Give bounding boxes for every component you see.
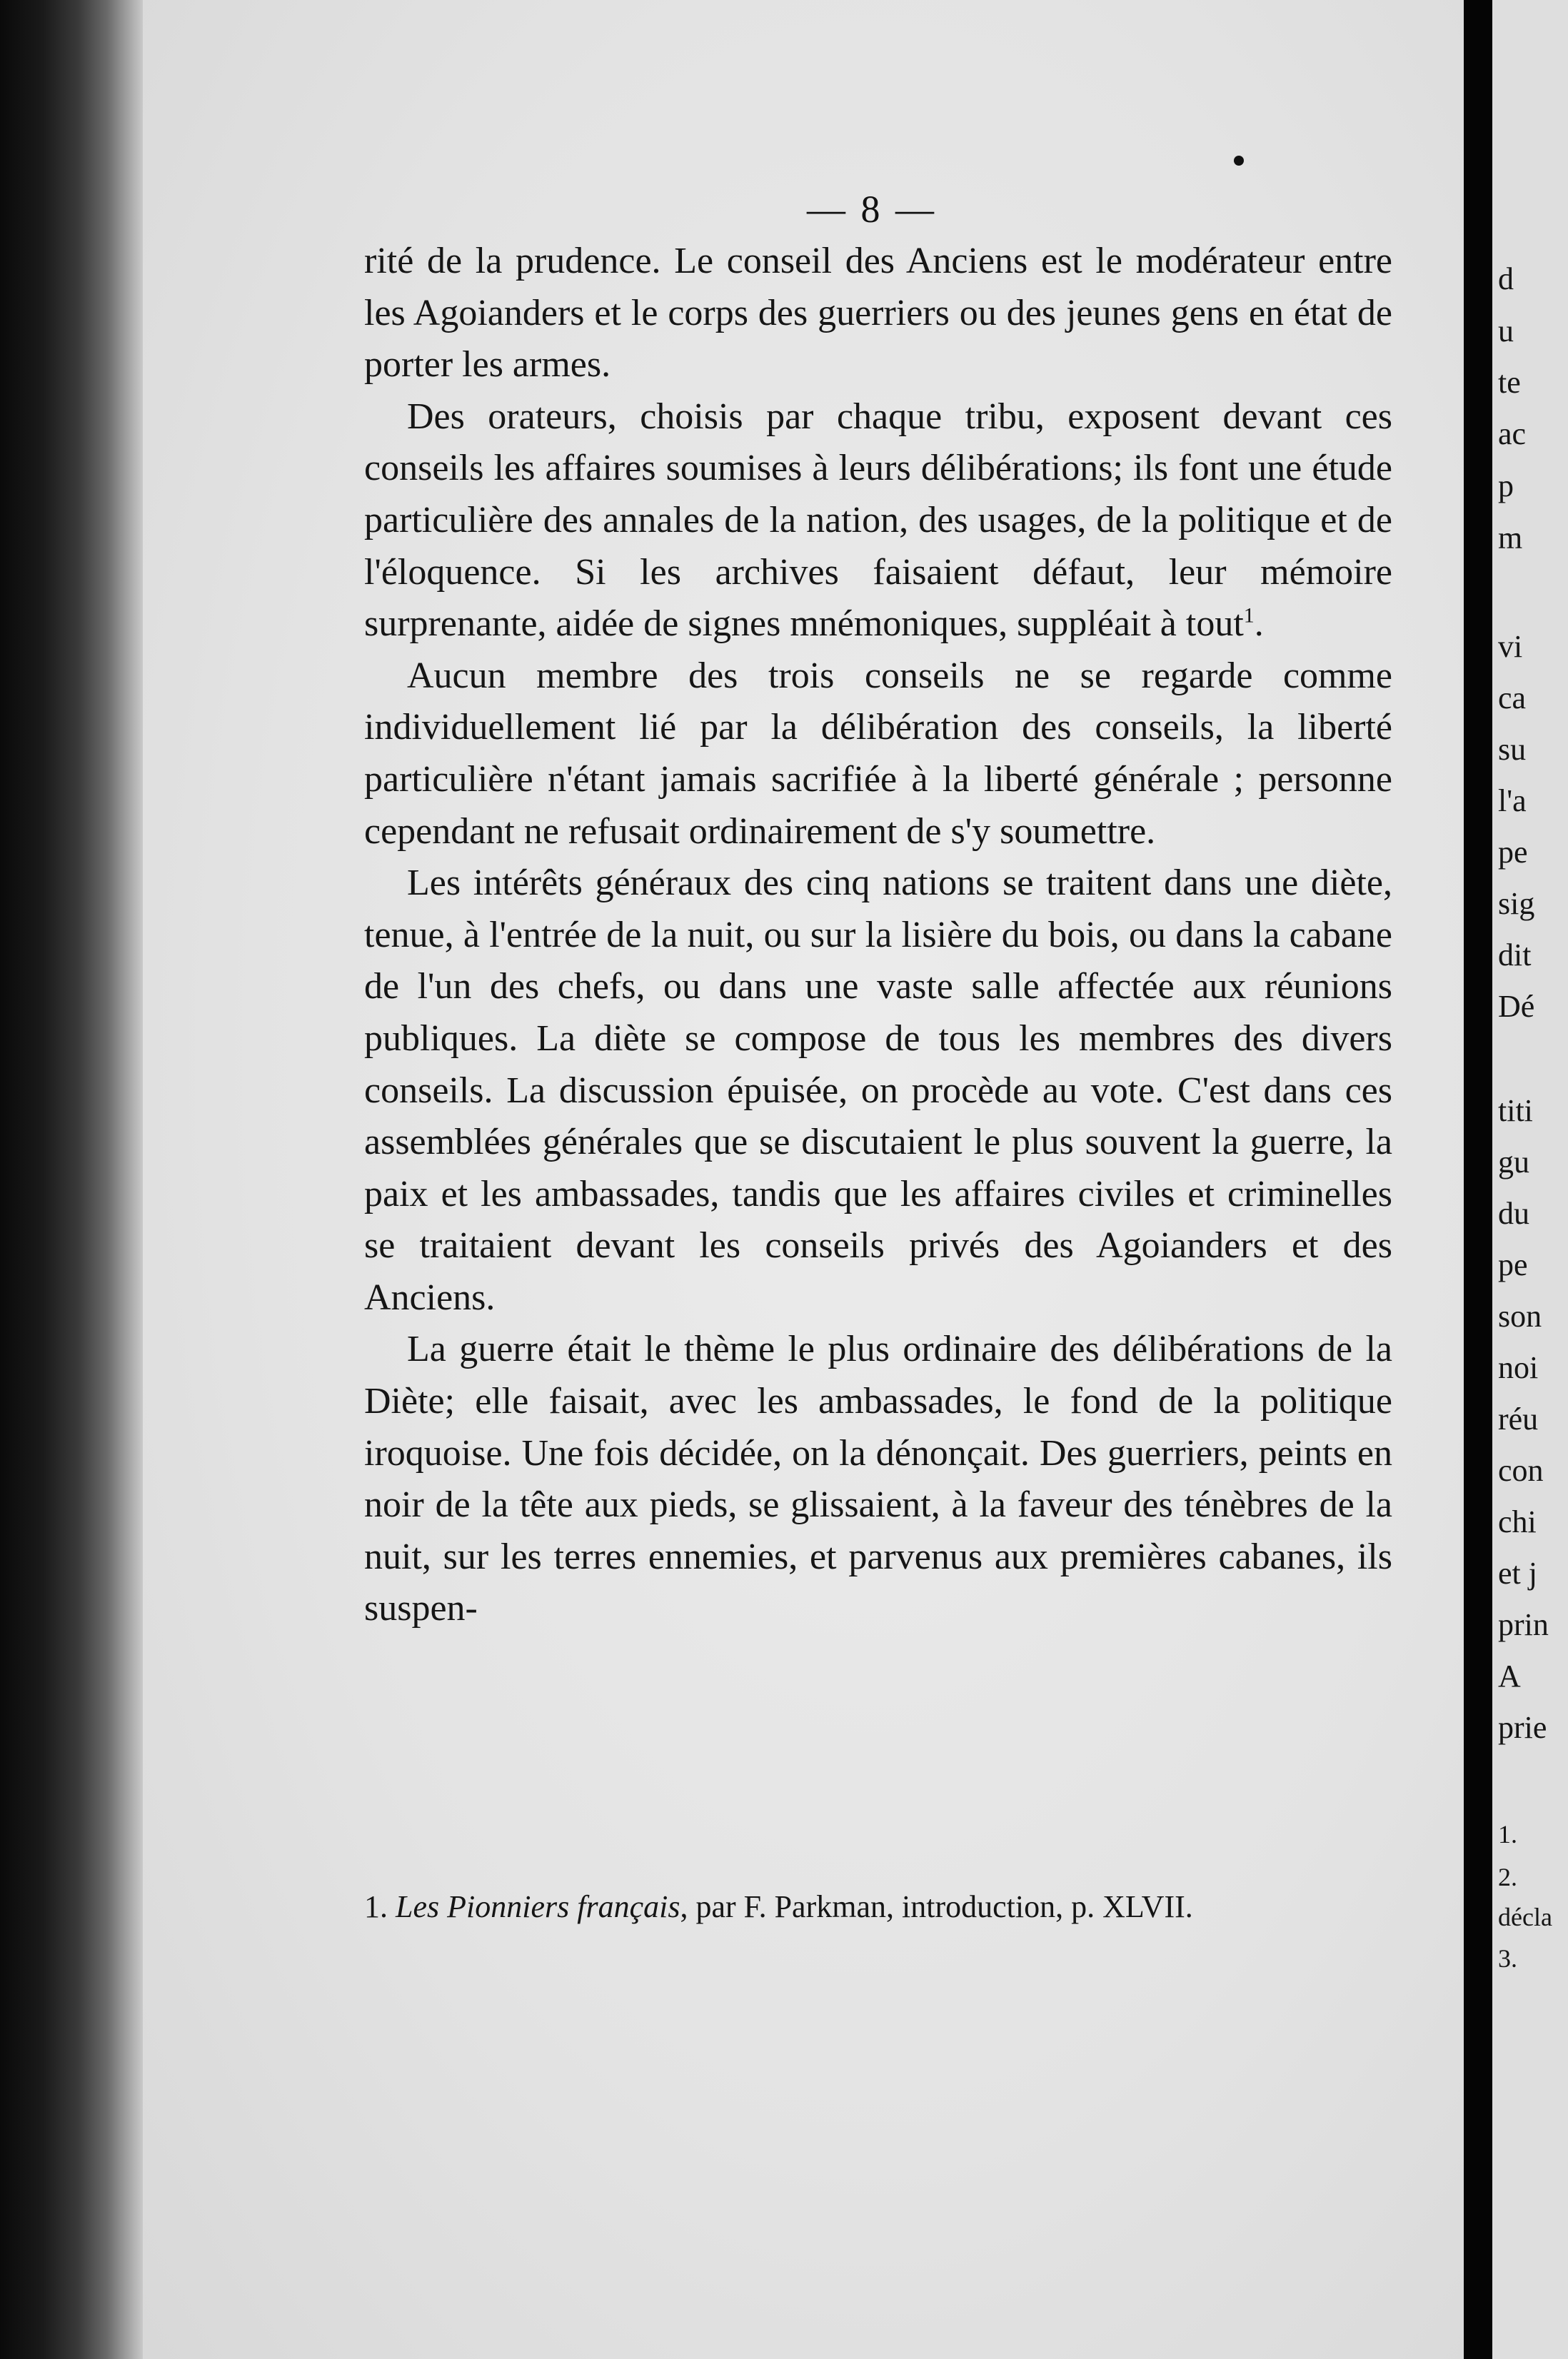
footnote-title: Les Pionniers français	[396, 1889, 680, 1924]
facing-page-fragment: Dé	[1498, 989, 1535, 1024]
facing-page-footnote: 3.	[1498, 1944, 1517, 1973]
paragraph-2: Des orateurs, choisis par chaque tribu, exposent devant ces conseils les affaires soumises à leurs délibérations; ils font une étude particulière des annales de la nation, des usages, de la politique et de l'éloquence. Si les archives faisaient défaut, leur mémoire surprenante, aidée de signes mnémoniques, suppléait à tout$^1$.	[364, 396, 1392, 645]
facing-page-fragment: noi	[1498, 1350, 1539, 1385]
facing-page-fragment: prie	[1498, 1710, 1547, 1745]
facing-page-fragment: dit	[1498, 937, 1532, 972]
facing-page-fragment: et j	[1498, 1556, 1537, 1591]
facing-page-fragment: m	[1498, 520, 1523, 555]
facing-page-fragment: A	[1498, 1659, 1521, 1694]
facing-page-fragment: d	[1498, 261, 1514, 296]
facing-page-fragment: l'a	[1498, 783, 1527, 818]
footnote-number: 1.	[364, 1889, 388, 1924]
facing-page-fragment: vi	[1498, 629, 1523, 664]
facing-page-fragment: sig	[1498, 886, 1535, 921]
paragraph-5: La guerre était le thème le plus ordinaire des délibérations de la Diète; elle faisait, avec les ambassades, le fond de la politique iroquoise. Une fois décidée, on la dénonçait. Des guerriers, peints en noir de la tête aux pieds, se glissaient, à la faveur des ténèbres de la nuit, sur les terres ennemies, et parvenus aux premières cabanes, ils suspen-	[364, 1329, 1392, 1629]
footnote-reference: 1	[1243, 603, 1255, 628]
facing-page-fragment: gu	[1498, 1145, 1529, 1180]
facing-page-fragment: son	[1498, 1299, 1542, 1334]
paragraph-1: rité de la prudence. Le conseil des Anciens est le modérateur entre les Agoianders et le corps des guerriers ou des jeunes gens en état de porter les armes.	[364, 241, 1392, 386]
facing-page-fragment: con	[1498, 1453, 1544, 1488]
paragraph-3: Aucun membre des trois conseils ne se regarde comme individuellement lié par la délibération des conseils, la liberté particulière n'étant jamais sacrifiée à la liberté générale ; personne cependant ne refusait ordinairement de s'y soumettre.	[364, 655, 1392, 852]
facing-page-fragment: prin	[1498, 1607, 1549, 1642]
facing-page-fragment: su	[1498, 732, 1527, 767]
facing-page-fragment: du	[1498, 1196, 1529, 1231]
facing-page-fragment: titi	[1498, 1093, 1533, 1128]
facing-page-fragment: ac	[1498, 416, 1527, 451]
paragraph-4: Les intérêts généraux des cinq nations se traitent dans une diète, tenue, à l'entrée de la nuit, ou sur la lisière du bois, ou dans la cabane de l'un des chefs, ou dans une vaste salle affectée aux réunions publiques. La diète se compose de tous les membres des divers conseils. La discussion épuisée, on procède au vote. C'est dans ces assemblées générales que se discutaient le plus souvent la guerre, la paix et les ambassades, tandis que les affaires civiles et criminelles se traitaient devant les conseils privés des Agoianders et des Anciens.	[364, 862, 1392, 1318]
footnote	[364, 1886, 1385, 1928]
page-body-text	[364, 236, 1392, 1635]
ink-speck	[1234, 156, 1244, 166]
facing-page-fragment: u	[1498, 313, 1514, 348]
facing-page-fragment: pe	[1498, 835, 1528, 870]
facing-page-fragment: te	[1498, 365, 1521, 400]
facing-page-fragment: ca	[1498, 680, 1527, 715]
paragraph-2-text: Des orateurs, choisis par chaque tribu, exposent devant ces conseils les affaires soumises à leurs délibérations; ils font une étude particulière des annales de la nation, des usages, de la politique et de l'éloquence. Si les archives faisaient défaut, leur mémoire surprenante, aidée de signes mnémoniques, suppléait à tout	[364, 396, 1392, 645]
facing-page-fragment: réu	[1498, 1402, 1539, 1437]
facing-page-edge	[1492, 0, 1568, 2359]
footnote-text: , par F. Parkman, introduction, p. XLVII.	[680, 1889, 1193, 1924]
facing-page-fragment: p	[1498, 468, 1514, 503]
page-number-header: — 8 —	[807, 188, 937, 231]
facing-page-footnote: décla	[1498, 1903, 1552, 1931]
facing-page-footnote: 2.	[1498, 1863, 1517, 1891]
facing-page-footnote: 1.	[1498, 1820, 1517, 1849]
book-gutter	[1464, 0, 1492, 2359]
book-spine-shadow	[0, 0, 143, 2359]
facing-page-fragment: chi	[1498, 1504, 1537, 1539]
facing-page-fragment: pe	[1498, 1247, 1528, 1282]
